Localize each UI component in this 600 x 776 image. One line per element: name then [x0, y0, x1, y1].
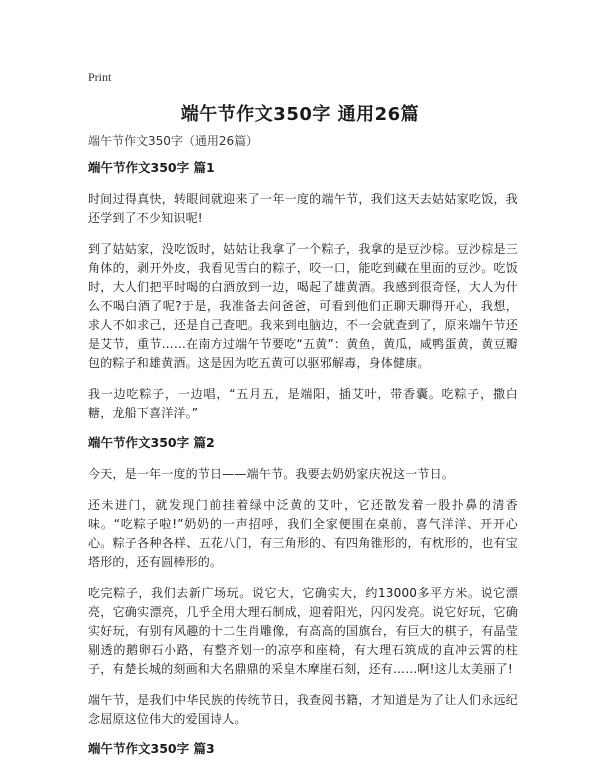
paragraph: 我一边吃粽子，一边唱，“五月五，是端阳，插艾叶，带香囊。吃粽子，撒白糖，龙船下喜洋洋。”: [88, 387, 518, 420]
paragraph: 端午节，是我们中华民族的传统节日，我查阅书籍，才知道是为了让人们永远纪念屈原这位伟大的爱国诗人。: [88, 693, 518, 726]
paragraph: 到了姑姑家，没吃饭时，姑姑让我拿了一个粽子，我拿的是豆沙棕。豆沙棕是三角体的，剥开外皮，我看见雪白的粽子，咬一口，能吃到藏在里面的豆沙。吃饭时，大人们把平时喝的白酒放到一边，喝起了雄黄酒。我感到很奇怪，大人为什么不喝白酒了呢?于是，我准备去问爸爸，可看到他们正聊天聊得开心，我想，求人不如求己，还是自己查吧。我来到电脑边，不一会就查到了，原来端午节还是艾节，重节……在南方过端午节要吃“五黄”：黄鱼，黄瓜，咸鸭蛋黄，黄豆瓣包的粽子和雄黄酒。这是因为吃五黄可以驱邪解毒，身体健康。: [88, 242, 518, 370]
paragraph: 今天，是一年一度的节日——端午节。我要去奶奶家庆祝这一节日。: [88, 467, 455, 481]
page-title: 端午节作文350字 通用26篇: [180, 104, 420, 125]
print-link[interactable]: Print: [88, 70, 112, 84]
paragraph: 时间过得真快，转眼间就迎来了一年一度的端午节，我们这天去姑姑家吃饭，我还学到了不少知识呢!: [88, 192, 518, 225]
paragraph: 吃完粽子，我们去新广场玩。说它大，它确实大，约13000多平方米。说它漂亮，它确实漂亮，几乎全用大理石制成，迎着阳光，闪闪发亮。说它好玩，它确实好玩，有别有风趣的十二生肖雕像，有高高的国旗台，有巨大的棋子，有晶莹剔透的鹅卵石小路，有整齐划一的凉亭和座椅，有大理石筑成的直冲云霄的柱子，有楚长城的刻画和大名鼎鼎的采皇木摩崖石刻，还有……啊!这儿太美丽了!: [88, 586, 518, 676]
document-subtitle: 端午节作文350字（通用26篇）: [88, 134, 259, 148]
section-heading: 端午节作文350字 篇2: [88, 435, 215, 450]
paragraph: 还未进门，就发现门前挂着绿中泛黄的艾叶，它还散发着一股扑鼻的清香味。“吃粽子啦!”奶奶的一声招呼，我们全家便围在桌前，喜气洋洋、开开心心。粽子各种各样、五花八门，有三角形的、有四角锥形的，有枕形的，也有宝塔形的，还有圆棒形的。: [88, 498, 518, 569]
section-heading: 端午节作文350字 篇1: [88, 160, 215, 175]
article-body: [88, 160, 518, 771]
section-heading: 端午节作文350字 篇3: [88, 741, 215, 756]
